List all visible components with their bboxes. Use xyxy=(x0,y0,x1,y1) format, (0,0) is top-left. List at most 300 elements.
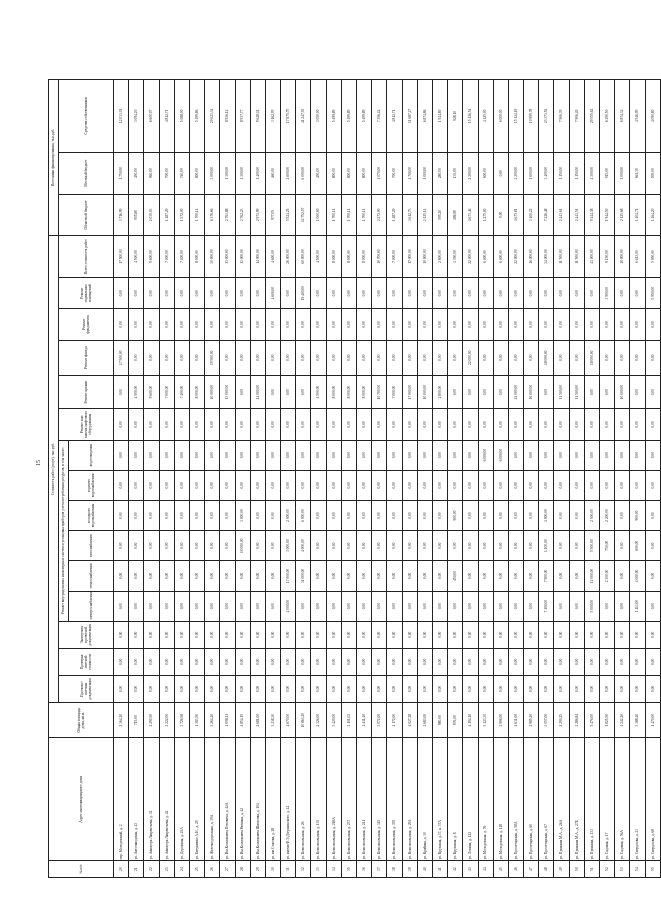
row-drainage: 0,00 xyxy=(584,440,599,470)
row-hot-water: 0,00 xyxy=(402,470,417,500)
row-foundation: 0,00 xyxy=(205,309,220,340)
row-psd: 0,00 xyxy=(281,675,296,702)
row-local: 450,00 xyxy=(311,152,326,194)
row-check: 0,00 xyxy=(129,648,144,675)
row-local: 2 600,00 xyxy=(281,152,296,194)
row-total: 8 000,00 xyxy=(326,236,341,278)
row-psd: 0,00 xyxy=(189,675,204,702)
row-regional: 1 572,00 xyxy=(174,194,189,236)
row-area: 2 222,00 xyxy=(159,702,174,737)
row-foundation: 0,00 xyxy=(387,309,402,340)
row-facade: 0,00 xyxy=(569,340,584,375)
row-number: 35 xyxy=(341,861,356,878)
row-psd: 0,00 xyxy=(174,675,189,702)
row-regional: 5 524,25 xyxy=(281,194,296,236)
row-hot-water: 0,00 xyxy=(448,470,463,500)
row-check: 0,00 xyxy=(402,648,417,675)
row-basement: 0,00 xyxy=(144,278,159,309)
row-basement: 19 400,00 xyxy=(296,278,311,309)
row-facade: 0,00 xyxy=(144,340,159,375)
row-heat: 4 000,00 xyxy=(630,561,645,591)
row-electric: 5 000,00 xyxy=(584,591,599,621)
row-drainage: 0,00 xyxy=(129,440,144,470)
row-roof: 0,00 xyxy=(478,375,493,408)
row-psd: 0,00 xyxy=(417,675,432,702)
row-owners: 6 000,00 xyxy=(493,79,508,152)
row-gas: 4 000,00 xyxy=(296,531,311,561)
row-address: ул. Свердлова, д. 23 xyxy=(630,738,645,861)
row-regional: 9 144,38 xyxy=(584,194,599,236)
header-basement: Ремонт подвальных помещений xyxy=(59,278,114,309)
row-roof: 8 000,00 xyxy=(341,375,356,408)
row-roof: 0,00 xyxy=(235,375,250,408)
row-local: 450,00 xyxy=(129,152,144,194)
row-expertise: 0,00 xyxy=(144,621,159,648)
row-address: ул. Крупская, д. 8 xyxy=(448,738,463,861)
row-local: 1 000,00 xyxy=(417,152,432,194)
header-check: Проверка сметной стоимости xyxy=(59,648,114,675)
row-hot-water: 0,00 xyxy=(311,470,326,500)
row-electric: 0,00 xyxy=(372,591,387,621)
row-psd: 0,00 xyxy=(630,675,645,702)
header-sources-group: Источники финансирования, тыс.руб. xyxy=(49,79,59,235)
row-hot-water: 0,00 xyxy=(615,470,630,500)
header-engineering: Ремонт внутридомовых инженерных систем и установка приборов учета потребления ресурсов, в том числе: xyxy=(59,440,69,621)
row-cold-water: 0,00 xyxy=(174,500,189,530)
row-owners: 4 812,71 xyxy=(159,79,174,152)
row-area: 1 825,50 xyxy=(600,702,615,737)
row-facade: 0,00 xyxy=(493,340,508,375)
row-hot-water: 0,00 xyxy=(478,470,493,500)
row-check: 0,00 xyxy=(554,648,569,675)
row-roof: 0,00 xyxy=(645,375,660,408)
row-regional: 2 763,88 xyxy=(220,194,235,236)
row-drainage: 0,00 xyxy=(645,440,660,470)
row-drainage: 0,00 xyxy=(630,440,645,470)
row-drainage: 0,00 xyxy=(432,440,447,470)
row-regional: 286,90 xyxy=(448,194,463,236)
table-row xyxy=(357,48,372,878)
row-owners: 7 906,39 xyxy=(554,79,569,152)
row-local: 661,30 xyxy=(630,152,645,194)
row-check: 0,00 xyxy=(584,648,599,675)
row-local: 1 300,00 xyxy=(235,152,250,194)
row-psd: 0,00 xyxy=(615,675,630,702)
row-area: 3 057,00 xyxy=(539,702,554,737)
row-owners: 5 499,86 xyxy=(189,79,204,152)
row-number: 51 xyxy=(584,861,599,878)
row-electric: 0,00 xyxy=(448,591,463,621)
repair-program-table xyxy=(48,48,661,878)
row-check: 0,00 xyxy=(372,648,387,675)
row-gas: 0,00 xyxy=(508,531,523,561)
row-foundation: 0,00 xyxy=(265,309,280,340)
row-roof: 11 500,00 xyxy=(569,375,584,408)
row-lift: 0,00 xyxy=(554,409,569,440)
header-electric: электроснабжения xyxy=(69,591,114,621)
row-psd: 0,00 xyxy=(129,675,144,702)
row-expertise: 0,00 xyxy=(341,621,356,648)
row-electric: 0,00 xyxy=(645,591,660,621)
row-roof: 0,00 xyxy=(114,375,129,408)
row-heat: 0,00 xyxy=(508,561,523,591)
row-expertise: 0,00 xyxy=(174,621,189,648)
row-psd: 0,00 xyxy=(114,675,129,702)
row-electric: 0,00 xyxy=(402,591,417,621)
row-basement: 0,00 xyxy=(357,278,372,309)
row-owners: 5 499,89 xyxy=(357,79,372,152)
row-total: 8 000,00 xyxy=(189,236,204,278)
row-electric: 0,00 xyxy=(189,591,204,621)
row-address: ул. имени Ф.Э.Дзержинского, д. 42 xyxy=(281,738,296,861)
row-facade: 0,00 xyxy=(615,340,630,375)
row-check: 0,00 xyxy=(174,648,189,675)
row-electric: 0,00 xyxy=(615,591,630,621)
table-row xyxy=(205,48,220,878)
row-local: 1 600,00 xyxy=(524,152,539,194)
row-electric: 0,00 xyxy=(432,591,447,621)
table-row xyxy=(189,48,204,878)
row-hot-water: 0,00 xyxy=(159,470,174,500)
row-basement: 0,00 xyxy=(463,278,478,309)
row-area: 4 098,11 xyxy=(220,702,235,737)
row-lift: 0,00 xyxy=(524,409,539,440)
row-expertise: 0,00 xyxy=(432,621,447,648)
row-area: 2 411,40 xyxy=(357,702,372,737)
row-area: 1 383,50 xyxy=(189,702,204,737)
row-expertise: 0,00 xyxy=(478,621,493,648)
row-local: 800,00 xyxy=(357,152,372,194)
row-lift: 0,00 xyxy=(600,409,615,440)
row-hot-water: 0,00 xyxy=(554,470,569,500)
table-row xyxy=(341,48,356,878)
table-row xyxy=(448,48,463,878)
row-facade: 0,00 xyxy=(296,340,311,375)
row-psd: 0,00 xyxy=(508,675,523,702)
row-drainage: 0,00 xyxy=(205,440,220,470)
row-lift: 0,00 xyxy=(265,409,280,440)
row-gas: 0,00 xyxy=(493,531,508,561)
row-heat: 0,00 xyxy=(493,561,508,591)
row-facade: 0,00 xyxy=(159,340,174,375)
row-local: 460,00 xyxy=(265,152,280,194)
row-facade: 0,00 xyxy=(432,340,447,375)
row-heat: 0,00 xyxy=(189,561,204,591)
row-owners: 8 936,12 xyxy=(220,79,235,152)
header-area: Общая площадь дома, кв.м. xyxy=(49,702,114,737)
row-basement: 0,00 xyxy=(539,278,554,309)
row-address: ул. Комсомольская, д. 218А xyxy=(326,738,341,861)
row-electric: 0,00 xyxy=(326,591,341,621)
row-drainage: 0,00 xyxy=(311,440,326,470)
row-facade: 0,00 xyxy=(387,340,402,375)
table-row xyxy=(615,48,630,878)
row-drainage: 0,00 xyxy=(265,440,280,470)
row-number: 34 xyxy=(326,861,341,878)
row-number: 55 xyxy=(645,861,660,878)
row-electric: 0,00 xyxy=(174,591,189,621)
row-owners: 15 126,54 xyxy=(463,79,478,152)
table-row xyxy=(144,48,159,878)
row-gas: 0,00 xyxy=(372,531,387,561)
row-drainage: 0,00 xyxy=(159,440,174,470)
row-gas: 0,00 xyxy=(569,531,584,561)
row-check: 0,00 xyxy=(341,648,356,675)
row-owners: 23 373,52 xyxy=(539,79,554,152)
row-drainage: 0,00 xyxy=(114,440,129,470)
row-expertise: 0,00 xyxy=(357,621,372,648)
row-address: ул. Комсомольская, д. 26 xyxy=(296,738,311,861)
row-expertise: 0,00 xyxy=(189,621,204,648)
row-cold-water: 0,00 xyxy=(615,500,630,530)
row-owners: 7 906,49 xyxy=(569,79,584,152)
row-electric: 0,00 xyxy=(250,591,265,621)
row-foundation: 0,00 xyxy=(296,309,311,340)
row-foundation: 0,00 xyxy=(341,309,356,340)
row-owners: 20 623,34 xyxy=(205,79,220,152)
row-hot-water: 0,00 xyxy=(524,470,539,500)
row-psd: 0,00 xyxy=(205,675,220,702)
row-lift: 0,00 xyxy=(584,409,599,440)
row-drainage: 6 000,00 xyxy=(478,440,493,470)
row-foundation: 0,00 xyxy=(189,309,204,340)
row-psd: 0,00 xyxy=(296,675,311,702)
row-area: 4 194,10 xyxy=(463,702,478,737)
row-check: 0,00 xyxy=(569,648,584,675)
row-basement: 0,00 xyxy=(159,278,174,309)
row-hot-water: 0,00 xyxy=(281,470,296,500)
row-cold-water: 0,00 xyxy=(326,500,341,530)
row-hot-water: 0,00 xyxy=(174,470,189,500)
row-hot-water: 0,00 xyxy=(326,470,341,500)
row-heat: 2 300,00 xyxy=(600,561,615,591)
row-local: 800,00 xyxy=(341,152,356,194)
row-foundation: 0,00 xyxy=(159,309,174,340)
row-cold-water: 0,00 xyxy=(478,500,493,530)
row-cold-water: 0,00 xyxy=(159,500,174,530)
header-num: № п/п xyxy=(49,861,114,878)
row-lift: 0,00 xyxy=(250,409,265,440)
row-drainage: 6 000,00 xyxy=(493,440,508,470)
row-basement: 0,00 xyxy=(508,278,523,309)
row-regional: 1 264,20 xyxy=(645,194,660,236)
row-roof: 0,00 xyxy=(281,375,296,408)
row-expertise: 0,00 xyxy=(159,621,174,648)
row-facade: 18 000,00 xyxy=(539,340,554,375)
row-area: 2 683,00 xyxy=(417,702,432,737)
row-roof: 16 000,00 xyxy=(524,375,539,408)
row-hot-water: 0,00 xyxy=(129,470,144,500)
row-facade: 0,00 xyxy=(600,340,615,375)
row-owners: 11 687,27 xyxy=(402,79,417,152)
row-electric: 0,00 xyxy=(417,591,432,621)
row-total: 10 000,00 xyxy=(615,236,630,278)
table-row xyxy=(554,48,569,878)
row-drainage: 0,00 xyxy=(174,440,189,470)
row-regional: 1 944,50 xyxy=(600,194,615,236)
row-heat: 0,00 xyxy=(326,561,341,591)
row-heat: 0,00 xyxy=(372,561,387,591)
row-basement: 0,00 xyxy=(341,278,356,309)
row-drainage: 0,00 xyxy=(539,440,554,470)
row-total: 7 000,00 xyxy=(159,236,174,278)
row-psd: 0,00 xyxy=(387,675,402,702)
row-number: 30 xyxy=(265,861,280,878)
row-hot-water: 0,00 xyxy=(114,470,129,500)
row-electric: 0,00 xyxy=(493,591,508,621)
row-gas: 0,00 xyxy=(463,531,478,561)
row-check: 0,00 xyxy=(144,648,159,675)
row-basement: 0,00 xyxy=(478,278,493,309)
row-regional: 2 443,51 xyxy=(569,194,584,236)
row-hot-water: 0,00 xyxy=(630,470,645,500)
row-total: 43 000,00 xyxy=(584,236,599,278)
header-gas: газоснабжения xyxy=(69,531,114,561)
row-area: 2 364,20 xyxy=(114,702,129,737)
row-owners: 4 812,71 xyxy=(387,79,402,152)
row-regional: 1 700,11 xyxy=(326,194,341,236)
row-number: 39 xyxy=(402,861,417,878)
row-lift: 0,00 xyxy=(144,409,159,440)
row-address: ул. Пролетарская, д. 58А xyxy=(508,738,523,861)
row-expertise: 0,00 xyxy=(387,621,402,648)
row-local: 700,00 xyxy=(159,152,174,194)
row-basement: 0,00 xyxy=(554,278,569,309)
row-drainage: 0,00 xyxy=(554,440,569,470)
row-total: 8 000,00 xyxy=(341,236,356,278)
row-cold-water: 0,00 xyxy=(250,500,265,530)
row-local: 0,00 xyxy=(493,152,508,194)
row-area: 3 420,00 xyxy=(326,702,341,737)
row-gas: 0,00 xyxy=(220,531,235,561)
table-row xyxy=(630,48,645,878)
row-psd: 0,00 xyxy=(357,675,372,702)
row-heat: 0,00 xyxy=(463,561,478,591)
row-number: 41 xyxy=(432,861,447,878)
row-drainage: 0,00 xyxy=(600,440,615,470)
row-expertise: 0,00 xyxy=(417,621,432,648)
row-number: 37 xyxy=(372,861,387,878)
row-number: 25 xyxy=(189,861,204,878)
table-row xyxy=(387,48,402,878)
row-local: 595,00 xyxy=(645,152,660,194)
row-heat: 7 900,00 xyxy=(539,561,554,591)
row-address: ул. Евтушенко А.Н., д. 29 xyxy=(189,738,204,861)
row-area: 4 670,00 xyxy=(281,702,296,737)
row-area: 3 726,58 xyxy=(174,702,189,737)
row-owners: 9 628,01 xyxy=(250,79,265,152)
row-area: 2 985,20 xyxy=(524,702,539,737)
row-foundation: 0,00 xyxy=(417,309,432,340)
row-hot-water: 0,00 xyxy=(205,470,220,500)
row-check: 0,00 xyxy=(645,648,660,675)
row-expertise: 0,00 xyxy=(584,621,599,648)
row-lift: 0,00 xyxy=(296,409,311,440)
row-total: 11 500,00 xyxy=(569,236,584,278)
row-expertise: 0,00 xyxy=(615,621,630,648)
row-regional: 2 273,00 xyxy=(372,194,387,236)
row-area: 4 854,15 xyxy=(235,702,250,737)
row-psd: 0,00 xyxy=(645,675,660,702)
row-owners: 6 874,32 xyxy=(615,79,630,152)
row-expertise: 0,00 xyxy=(402,621,417,648)
row-owners: 928,10 xyxy=(448,79,463,152)
row-facade: 0,00 xyxy=(189,340,204,375)
row-area: 2 906,00 xyxy=(493,702,508,737)
header-local: Местный бюджет xyxy=(59,152,114,194)
table-row xyxy=(569,48,584,878)
row-local: 2 200,00 xyxy=(508,152,523,194)
row-local: 3 000,00 xyxy=(205,152,220,194)
row-basement: 3 900,00 xyxy=(600,278,615,309)
row-local: 800,00 xyxy=(189,152,204,194)
row-number: 40 xyxy=(417,861,432,878)
row-drainage: 0,00 xyxy=(189,440,204,470)
row-owners: 6 874,86 xyxy=(417,79,432,152)
row-local: 600,00 xyxy=(478,152,493,194)
row-lift: 0,00 xyxy=(463,409,478,440)
row-heat: 0,00 xyxy=(174,561,189,591)
row-drainage: 0,00 xyxy=(341,440,356,470)
row-drainage: 0,00 xyxy=(402,440,417,470)
row-heat: 0,00 xyxy=(432,561,447,591)
row-regional: 1 000,00 xyxy=(311,194,326,236)
row-owners: 5 499,89 xyxy=(326,79,341,152)
row-electric: 0,00 xyxy=(387,591,402,621)
row-heat: 0,00 xyxy=(341,561,356,591)
row-address: ул. Свердлова, д. 68 xyxy=(645,738,660,861)
row-regional: 7 226,48 xyxy=(539,194,554,236)
row-psd: 0,00 xyxy=(569,675,584,702)
row-electric: 0,00 xyxy=(144,591,159,621)
row-owners: 7 356,42 xyxy=(372,79,387,152)
row-hot-water: 0,00 xyxy=(387,470,402,500)
row-basement: 0,00 xyxy=(630,278,645,309)
row-hot-water: 0,00 xyxy=(265,470,280,500)
row-facade: 0,00 xyxy=(508,340,523,375)
row-address: ул. Пушкина М.А., д. 26А xyxy=(554,738,569,861)
row-expertise: 0,00 xyxy=(114,621,129,648)
header-owners: Средства собственников xyxy=(59,79,114,152)
row-local: 1 400,00 xyxy=(250,152,265,194)
row-total: 6 000,00 xyxy=(478,236,493,278)
row-foundation: 0,00 xyxy=(630,309,645,340)
row-facade: 0,00 xyxy=(235,340,250,375)
row-cold-water: 0,00 xyxy=(311,500,326,530)
row-address: ул. Автозаводская, д. 43 xyxy=(129,738,144,861)
row-expertise: 0,00 xyxy=(281,621,296,648)
row-electric: 0,00 xyxy=(129,591,144,621)
row-lift: 0,00 xyxy=(432,409,447,440)
row-regional: 2 125,68 xyxy=(615,194,630,236)
row-cold-water: 0,00 xyxy=(554,500,569,530)
table-row xyxy=(265,48,280,878)
row-facade: 0,00 xyxy=(281,340,296,375)
row-basement: 5 950,00 xyxy=(645,278,660,309)
row-owners: 29 555,62 xyxy=(584,79,599,152)
row-owners: 3 050,00 xyxy=(311,79,326,152)
row-check: 0,00 xyxy=(508,648,523,675)
row-regional: 3 716,99 xyxy=(114,194,129,236)
row-local: 800,00 xyxy=(326,152,341,194)
row-gas: 0,00 xyxy=(387,531,402,561)
row-electric: 0,00 xyxy=(265,591,280,621)
row-number: 32 xyxy=(296,861,311,878)
row-gas: 0,00 xyxy=(554,531,569,561)
row-foundation: 0,00 xyxy=(539,309,554,340)
row-basement: 0,00 xyxy=(615,278,630,309)
row-drainage: 0,00 xyxy=(508,440,523,470)
